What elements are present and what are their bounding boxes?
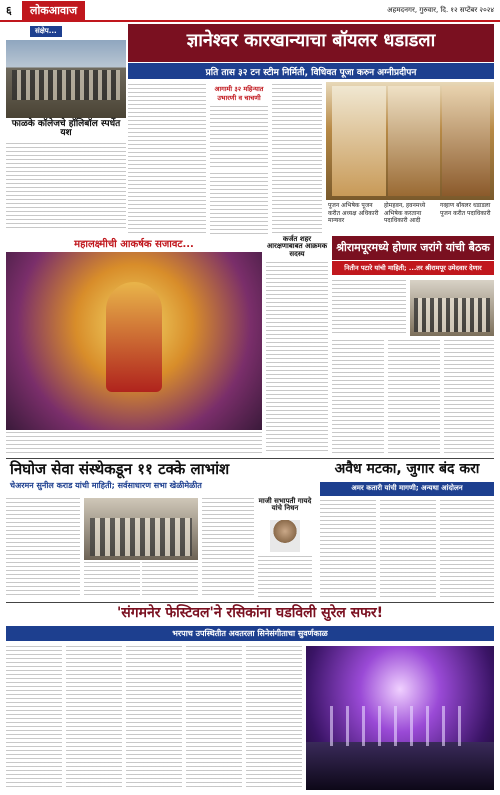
karjat-body [266, 262, 328, 454]
brief-headline: फाळके कॉलेजचे हॉलिबॉल स्पर्धेत यश [11, 119, 121, 139]
dividend-body-col2 [84, 562, 140, 598]
gambling-headline: अवैध मटका, जुगार बंद करा [334, 461, 480, 477]
mahalaxmi-banner: महालक्ष्मीची आकर्षक सजावट... [6, 236, 262, 250]
gambling-subhead: अमर कतारी यांची मागणी; अन्यथा आंदोलन [320, 482, 494, 496]
dividend-body-col1 [6, 498, 80, 560]
brief-body [6, 143, 126, 231]
gambling-body-col2 [380, 500, 436, 598]
festival-body-col4 [186, 646, 242, 790]
festival-headline: 'संगमनेर फेस्टिवल'ने रसिकांना घडविली सुरेल सफर! [116, 605, 384, 621]
newspaper-logo: लोकआवाज [22, 1, 85, 20]
meeting-body-col1 [332, 340, 384, 454]
karjat-headline: कर्जत शहर आरक्षणाबाबत आक्रमक सदस्य [266, 235, 328, 258]
festival-body-col3 [126, 646, 182, 790]
boiler-caption-3: गव्हाण बॉयलर धडाडला पूजन करीत पदाधिकारी [440, 202, 491, 217]
dividend-body-col3 [142, 562, 198, 598]
dividend-photo [84, 498, 198, 560]
festival-photo [306, 646, 494, 790]
date-line: अहमदनगर, गुरुवार, दि. १२ सप्टेंबर २०२४ [387, 6, 494, 14]
festival-body-col1 [6, 646, 62, 790]
boiler-caption-1: पूजन अभिषेक पूजन करीत अध्यक्ष अधिकारी मान्यवर [328, 202, 379, 224]
boiler-body-col2b [210, 173, 268, 234]
meeting-body-lead [332, 280, 406, 336]
section-divider [6, 458, 494, 459]
festival-subhead: भरपाच उपस्थितीत अवतरला सिनेसंगीताचा सुवर्णकाळ [6, 626, 494, 641]
boiler-subhead: प्रति तास ३२ टन स्टीम निर्मिती, विधिवत पूजा करुन अग्नीप्रदीपन [128, 63, 494, 79]
dividend-body-col1b [6, 562, 80, 598]
gambling-body-col3 [440, 500, 494, 598]
dividend-headline: निघोज सेवा संस्थेकडून ११ टक्के लाभांश [10, 460, 230, 478]
section-tag: संक्षेप... [30, 26, 62, 37]
boiler-highlight-heading: आगामी ३२ महिन्यात उभारणी व चाचणी [214, 85, 264, 102]
meeting-body-col2 [388, 340, 440, 454]
page-number: ६ [6, 4, 12, 17]
festival-body-col5 [246, 646, 302, 790]
boiler-body-col1 [128, 84, 206, 234]
gambling-body-col1 [320, 500, 376, 598]
boiler-photo [326, 82, 494, 200]
dividend-subhead: चेअरमन सुनील कराड यांची माहिती; सर्वसाधारण सभा खेळीमेळीत [10, 481, 202, 490]
boiler-caption-2: होमहवन, हवनमध्ये अभिषेक करताना पदाधिकारी आदी [384, 202, 426, 224]
boiler-body-col2 [210, 106, 268, 170]
boiler-body-col3 [272, 84, 322, 234]
mahalaxmi-caption [6, 432, 262, 454]
obituary-body [258, 556, 312, 598]
boiler-headline: ज्ञानेश्वर कारखान्याचा बॉयलर धडाडला [128, 24, 494, 62]
meeting-subhead: नितीन पटारे यांची माहिती; ...तर श्रीरामपूर उमेदवार देणार [332, 261, 494, 275]
dividend-body-col4 [202, 498, 254, 598]
meeting-headline: श्रीरामपूरमध्ये होणार जरांगे यांची बैठक [332, 236, 494, 260]
team-photo [6, 40, 126, 118]
mahalaxmi-photo [6, 252, 262, 430]
festival-body-col2 [66, 646, 122, 790]
meeting-body-col3 [444, 340, 494, 454]
masthead [0, 0, 500, 22]
meeting-photo [410, 280, 494, 336]
obituary-photo [270, 520, 300, 552]
section-divider-2 [6, 602, 494, 603]
obituary-heading: माजी सभापती गायदे यांचे निधन [258, 497, 312, 513]
